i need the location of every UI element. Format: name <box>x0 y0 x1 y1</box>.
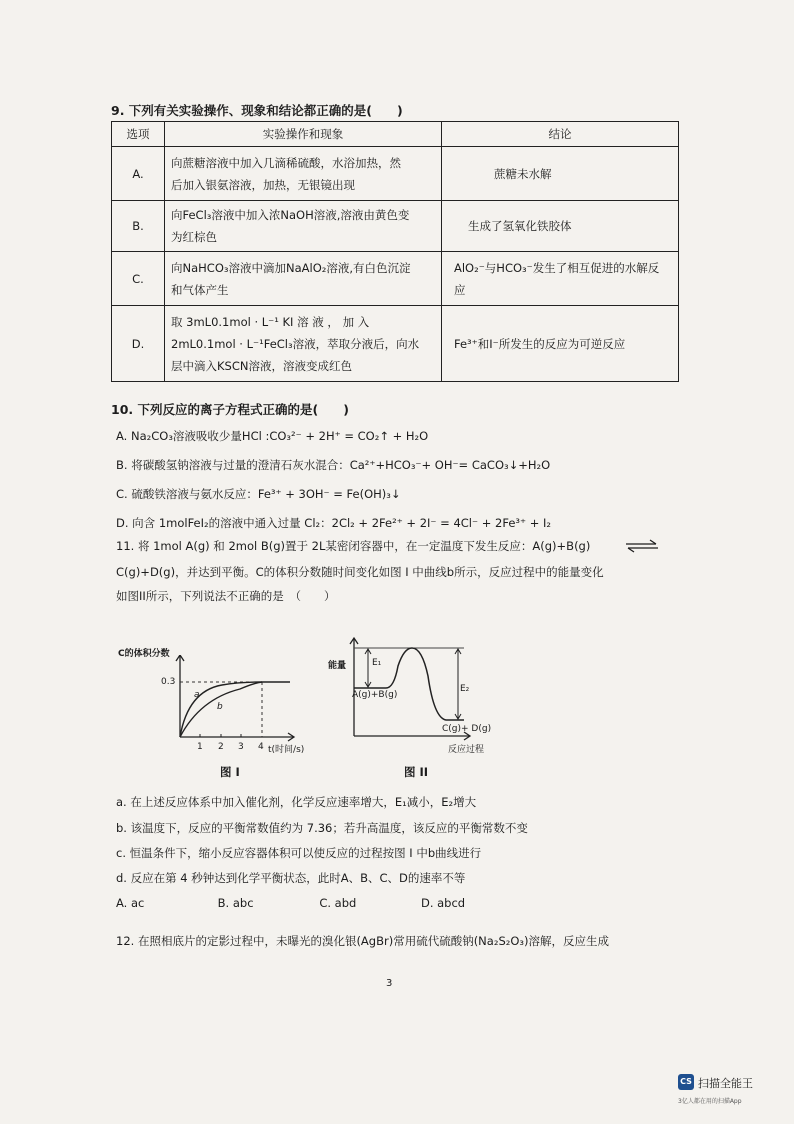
row-conclusion <box>442 306 679 382</box>
fig1-ylabel: C的体积分数 <box>118 649 170 659</box>
q10-title: 10. 下列反应的离子方程式正确的是( ) <box>111 402 349 417</box>
con-line: 应 <box>454 282 466 297</box>
q10-option-c: C. 硫酸铁溶液与氨水反应：Fe³⁺ + 3OH⁻ = Fe(OH)₃↓ <box>116 487 401 501</box>
fig2-energy-curve <box>354 648 464 720</box>
op-line: 和气体产生 <box>171 282 229 297</box>
q9-table <box>111 121 679 382</box>
q12-line1: 12. 在照相底片的定影过程中，未曝光的溴化银(AgBr)常用硫代硫酸钠(Na₂S₂O₃)溶解，反应生成 <box>116 934 610 948</box>
choice-b: B. abc <box>217 896 254 910</box>
fig2-ylabel: 能量 <box>328 661 347 671</box>
q10-option-d: D. 向含 1molFeI₂的溶液中通入过量 Cl₂：2Cl₂ + 2Fe²⁺ + 2I⁻ = 4Cl⁻ + 2Fe³⁺ + I₂ <box>116 516 552 530</box>
choice-a: A. ac <box>116 896 145 910</box>
fig1-xtick: 4 <box>258 742 264 752</box>
fig1-curve-b-label: b <box>217 702 223 712</box>
fig2-products: C(g)+ D(g) <box>442 724 492 734</box>
fig1-plot <box>170 655 300 750</box>
q11-statement-a: a. 在上述反应体系中加入催化剂，化学反应速率增大，E₁减小，E₂增大 <box>116 795 477 809</box>
op-line: 层中滴入KSCN溶液，溶液变成红色 <box>171 358 352 373</box>
fig2-e1-label: E₁ <box>372 658 382 668</box>
fig1-curve-a-label: a <box>194 690 200 700</box>
row-option: C. <box>112 252 165 306</box>
scanner-slogan: 3亿人都在用的扫描App <box>678 1098 742 1105</box>
row-conclusion <box>442 147 679 201</box>
q11-statement-c: c. 恒温条件下，缩小反应容器体积可以使反应的过程按图 I 中b曲线进行 <box>116 846 482 860</box>
row-conclusion <box>442 252 679 306</box>
table-header-row <box>112 122 679 147</box>
con-line: Fe³⁺和I⁻所发生的反应为可逆反应 <box>454 336 626 351</box>
op-line: 取 3mL0.1mol · L⁻¹ KI 溶 液 ， 加 入 <box>171 314 370 329</box>
table-row <box>112 252 679 306</box>
fig2-e2-label: E₂ <box>460 684 470 694</box>
row-option: D. <box>112 306 165 382</box>
q11-line2: C(g)+D(g)，并达到平衡。C的体积分数随时间变化如图 I 中曲线b所示，反应过程中的能量变化 <box>116 565 604 579</box>
row-operation <box>165 252 442 306</box>
q11-line1: 11. 将 1mol A(g) 和 2mol B(g)置于 2L某密闭容器中，在一定温度下发生反应：A(g)+B(g) <box>116 539 591 553</box>
q10-option-b: B. 将碳酸氢钠溶液与过量的澄清石灰水混合：Ca²⁺+HCO₃⁻+ OH⁻= CaCO₃↓+H₂O <box>116 458 551 472</box>
row-conclusion <box>442 201 679 252</box>
row-operation <box>165 147 442 201</box>
con-line: 蔗糖未水解 <box>494 166 552 181</box>
q11-statement-d: d. 反应在第 4 秒钟达到化学平衡状态，此时A、B、C、D的速率不等 <box>116 871 466 885</box>
fig2-xlabel: 反应过程 <box>448 745 485 755</box>
header-operation: 实验操作和现象 <box>165 122 442 147</box>
choice-c: C. abd <box>319 896 357 910</box>
q9-title: 9. 下列有关实验操作、现象和结论都正确的是( ) <box>111 103 403 118</box>
fig1-xtick: 2 <box>218 742 224 752</box>
fig1-xlabel: t(时间/s) <box>268 745 305 755</box>
table-row <box>112 147 679 201</box>
fig2-caption: 图 II <box>404 765 429 779</box>
con-line: 生成了氢氧化铁胶体 <box>468 219 572 233</box>
table-row <box>112 306 679 382</box>
fig1-xtick: 3 <box>238 742 244 752</box>
header-conclusion: 结论 <box>442 122 679 147</box>
row-option: B. <box>112 201 165 252</box>
row-operation <box>165 201 442 252</box>
op-line: 为红棕色 <box>171 230 217 244</box>
op-line: 向FeCl₃溶液中加入浓NaOH溶液,溶液由黄色变 <box>171 208 410 222</box>
fig1-caption: 图 I <box>220 765 240 779</box>
scanner-logo-icon: CS <box>678 1074 694 1090</box>
op-line: 向蔗糖溶液中加入几滴稀硫酸，水浴加热，然 <box>171 155 401 170</box>
op-line: 向NaHCO₃溶液中滴加NaAlO₂溶液,有白色沉淀 <box>171 260 411 275</box>
op-line: 后加入银氨溶液，加热，无银镜出现 <box>171 177 355 192</box>
header-option: 选项 <box>112 122 165 147</box>
choice-d: D. abcd <box>420 896 466 910</box>
equilibrium-arrow-icon <box>624 538 660 554</box>
q11-choices <box>116 896 465 910</box>
op-line: 2mL0.1mol · L⁻¹FeCl₃溶液，萃取分液后，向水 <box>171 336 420 351</box>
con-line: AlO₂⁻与HCO₃⁻发生了相互促进的水解反 <box>454 260 660 275</box>
fig2-reactants: A(g)+B(g) <box>352 690 398 700</box>
row-operation <box>165 306 442 382</box>
scanner-name: 扫描全能王 <box>698 1077 753 1090</box>
q10-option-a: A. Na₂CO₃溶液吸收少量HCl :CO₃²⁻ + 2H⁺ = CO₂↑ + H₂O <box>116 429 429 443</box>
q11-statement-b: b. 该温度下，反应的平衡常数值约为 7.36；若升高温度，该反应的平衡常数不变 <box>116 821 528 835</box>
fig1-xtick: 1 <box>197 742 203 752</box>
page-number: 3 <box>386 978 393 989</box>
table-row <box>112 201 679 252</box>
q11-line3: 如图II所示，下列说法不正确的是 （ ） <box>116 589 336 603</box>
row-option: A. <box>112 147 165 201</box>
fig1-ytick: 0.3 <box>161 677 176 687</box>
